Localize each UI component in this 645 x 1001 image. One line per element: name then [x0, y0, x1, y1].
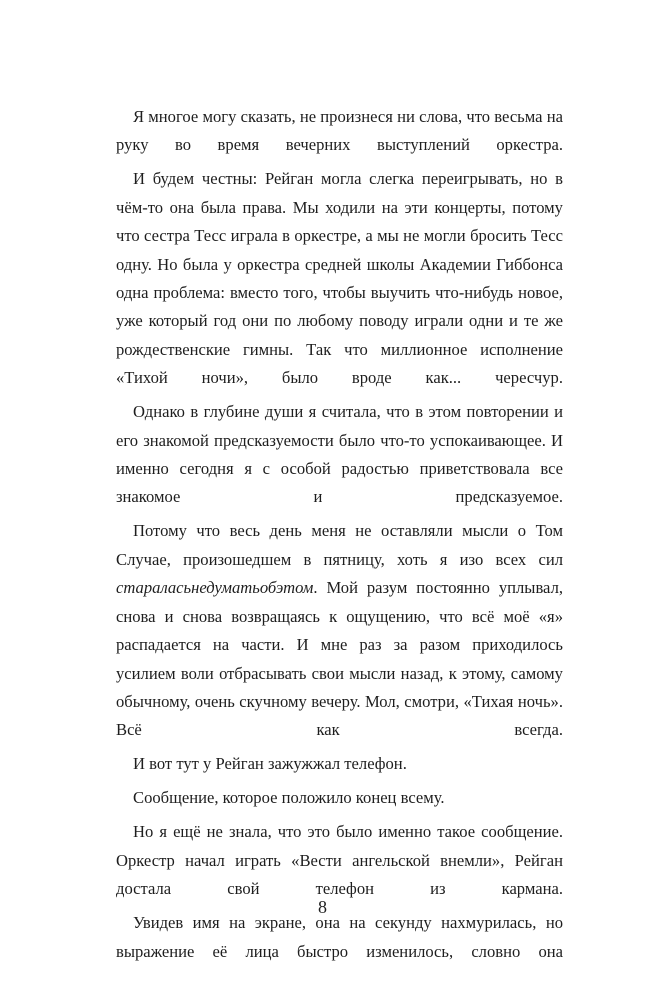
- paragraph-2: И будем честны: Рейган могла слегка переигрывать, но в чём-то она была права. Мы ходили на эти концерты, потому что сестра Тесс играла в оркестре, а мы не могли бросить Тесс одну. Но была у оркестра средней школы Академии Гиббонса одна проблема: вместо того, чтобы выучить что-нибудь новое, уже который год они по любому поводу играли одни и те же рождественские гимны. Так что миллионное исполнение «Тихой ночи», было вроде как... чересчур.: [116, 169, 564, 388]
- page-number: 8: [318, 897, 327, 917]
- paragraph-8: Увидев имя на экране, она на секунду нахмурилась, но выражение её лица быстро изменилось, словно она: [116, 913, 563, 961]
- paragraph-4: Потому что весь день меня не оставляли мысли о Том Случае, произошедшем в пятницу, хоть я изо всех сил стараласьнедуматьобэтом. Мой разум постоянно уплывал, снова и снова возвращаясь к ощущению, что всё моё «я» распадается на части. И мне раз за разом приходилось усилием воли отбрасывать свои мысли назад, к этому, самому обычному, очень скучному вечеру. Мол, смотри, «Тихая ночь». Всё как всегда.: [116, 521, 563, 740]
- paragraph-5: И вот тут у Рейган зажужжал телефон.: [133, 754, 407, 774]
- italic-phrase: стараласьнедуматьобэтом: [116, 578, 314, 598]
- body-text: [116, 103, 563, 972]
- paragraph-3: Однако в глубине души я считала, что в этом повторении и его знакомой предсказуемости было что-то успокаивающее. И именно сегодня я с особой радостью приветствовала все знакомое и предсказуемое.: [116, 402, 563, 507]
- paragraph-7: Но я ещё не знала, что это было именно такое сообщение. Оркестр начал играть «Вести ангельской внемли», Рейган достала свой телефон из кармана.: [116, 822, 563, 899]
- paragraph-1: Я многое могу сказать, не произнеся ни слова, что весьма на руку во время вечерних выступлений оркестра.: [116, 107, 563, 155]
- paragraph-6: Сообщение, которое положило конец всему.: [133, 788, 445, 808]
